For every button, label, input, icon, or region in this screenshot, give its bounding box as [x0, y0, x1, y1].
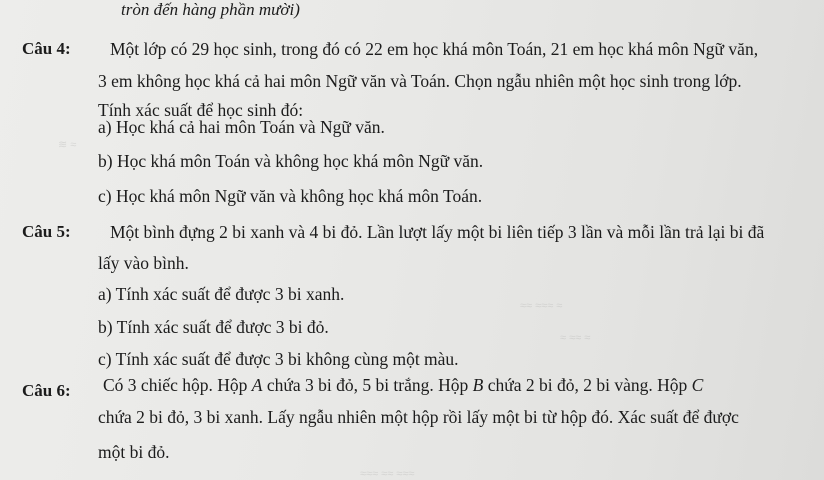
question-5-part-b: b) Tính xác suất để được 3 bi đỏ. [98, 317, 329, 337]
question-5-line-2: lấy vào bình. [98, 253, 189, 273]
question-6-line-1-text-1: Có 3 chiếc hộp. Hộp [103, 375, 252, 395]
top-fragment: tròn đến hàng phần mười) [121, 0, 300, 19]
question-6-line-2: chứa 2 bi đỏ, 3 bi xanh. Lấy ngẫu nhiên một hộp rồi lấy một bi từ hộp đó. Xác suất để được [98, 407, 739, 427]
question-4-line-3: Tính xác suất để học sinh đó: [98, 100, 304, 120]
question-6-line-1-text-2: chứa 3 bi đỏ, 5 bi trắng. Hộp [262, 375, 473, 395]
question-5-part-c: c) Tính xác suất để được 3 bi không cùng một màu. [98, 349, 459, 369]
question-4-part-b: b) Học khá môn Toán và không học khá môn Ngữ văn. [98, 151, 484, 171]
bleed-through-mark: ≈≈≈ ≈≈ ≈≈≈ [360, 468, 415, 480]
question-5-part-a: a) Tính xác suất để được 3 bi xanh. [98, 284, 345, 304]
bleed-through-mark: ≋ ≈ [58, 139, 77, 151]
box-c-variable: C [691, 375, 704, 395]
question-6-line-1-text-3: chứa 2 bi đỏ, 2 bi vàng. Hộp [483, 375, 692, 395]
bleed-through-mark: ≈≈ ≈≈≈ ≈ [520, 300, 563, 312]
question-4-part-c: c) Học khá môn Ngữ văn và không học khá môn Toán. [98, 186, 483, 206]
question-4-line-1: Một lớp có 29 học sinh, trong đó có 22 em học khá môn Toán, 21 em học khá môn Ngữ văn, [110, 39, 759, 59]
box-b-variable: B [472, 375, 484, 395]
question-6-label: Câu 6: [22, 381, 71, 400]
question-4-line-2: 3 em không học khá cả hai môn Ngữ văn và Toán. Chọn ngẫu nhiên một học sinh trong lớp. [98, 71, 742, 91]
question-4-label: Câu 4: [22, 39, 71, 58]
question-6-line-3: một bi đỏ. [98, 442, 170, 462]
box-a-variable: A [251, 375, 263, 395]
question-6-line-1 [103, 374, 703, 396]
bleed-through-mark: ≈ ≈≈ ≈ [560, 332, 591, 344]
question-4-part-a: a) Học khá cả hai môn Toán và Ngữ văn. [98, 117, 385, 137]
question-5-line-1: Một bình đựng 2 bi xanh và 4 bi đỏ. Lần lượt lấy một bi liên tiếp 3 lần và mỗi lần trả lại bi đã [110, 222, 765, 242]
question-5-label: Câu 5: [22, 222, 71, 241]
